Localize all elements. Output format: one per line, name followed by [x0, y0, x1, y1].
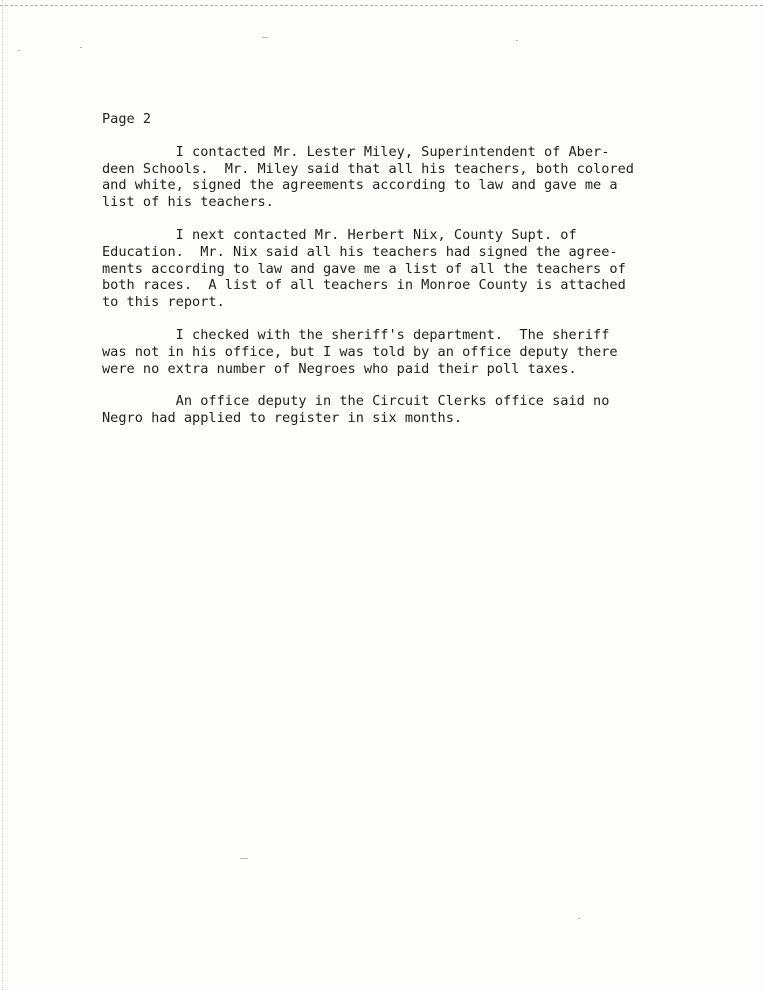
- text-line: both races. A list of all teachers in Monroe County is attached: [102, 277, 626, 294]
- paragraph-county-supt: [102, 227, 722, 311]
- text-line: was not in his office, but I was told by an office deputy there: [102, 343, 618, 360]
- scan-speck: [262, 37, 268, 38]
- text-line: and white, signed the agreements according to law and gave me a: [102, 177, 618, 194]
- scan-speck: [18, 50, 20, 51]
- scan-speck: [240, 858, 248, 859]
- scan-speck: [578, 918, 580, 919]
- scan-speck: [516, 40, 518, 41]
- text-line: Negro had applied to register in six months.: [102, 410, 463, 427]
- scan-top-edge: [0, 0, 763, 6]
- text-line: ments according to law and gave me a list of all the teachers of: [102, 260, 626, 277]
- text-line: were no extra number of Negroes who paid their poll taxes.: [102, 360, 577, 377]
- text-line: I checked with the sheriff's department. The sheriff: [102, 326, 610, 343]
- text-line: Education. Mr. Nix said all his teachers had signed the agree-: [102, 243, 618, 260]
- paragraph-school-superintendent: [102, 144, 722, 211]
- text-line: list of his teachers.: [102, 194, 274, 211]
- text-line: deen Schools. Mr. Miley said that all his teachers, both colored: [102, 160, 634, 177]
- text-line: I next contacted Mr. Herbert Nix, County Supt. of: [102, 226, 577, 243]
- scan-left-edge: [0, 0, 3, 990]
- text-line: I contacted Mr. Lester Miley, Superintendent of Aber-: [102, 143, 610, 160]
- paragraph-circuit-clerk: [102, 393, 722, 427]
- scan-speck: [80, 47, 82, 48]
- text-line: to this report.: [102, 294, 225, 311]
- paragraph-sheriff: [102, 327, 722, 377]
- page-number-label: Page 2: [102, 111, 152, 127]
- typed-letter-page: [102, 111, 722, 443]
- text-line: An office deputy in the Circuit Clerks office said no: [102, 393, 610, 410]
